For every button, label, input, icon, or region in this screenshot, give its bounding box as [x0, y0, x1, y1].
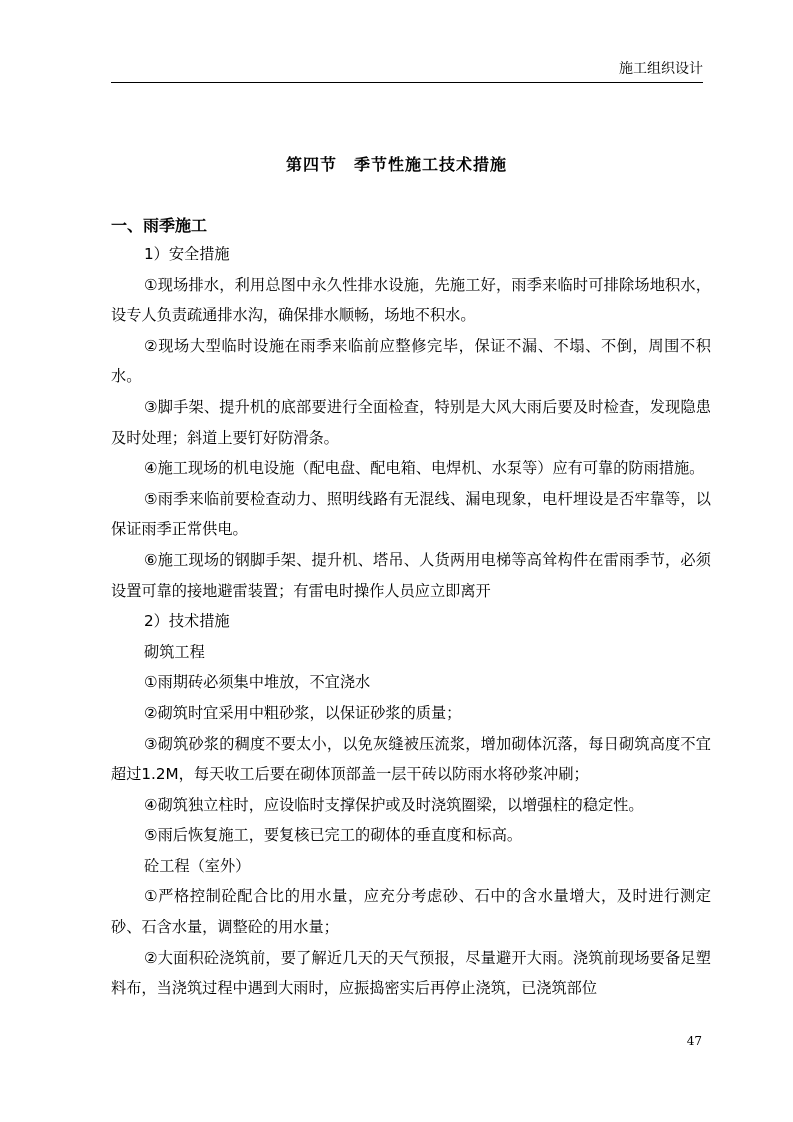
- masonry-item: ③砌筑砂浆的稠度不要太小，以免灰缝被压流浆，增加砌体沉落，每日砌筑高度不宜超过1.2M，每天收工后要在砌体顶部盖一层干砖以防雨水将砂浆冲刷；: [111, 734, 711, 784]
- document-body: [111, 212, 711, 1004]
- subheading-safety: 1）安全措施: [144, 245, 230, 263]
- subheading-technical: 2）技术措施: [144, 612, 230, 631]
- subheading-masonry: 砌筑工程: [144, 642, 205, 661]
- subheading-concrete: 砼工程（室外）: [144, 856, 251, 875]
- safety-item: ⑤雨季来临前要检查动力、照明线路有无混线、漏电现象，电杆埋设是否牢靠等，以保证雨季正常供电。: [111, 489, 711, 539]
- masonry-item: ②砌筑时宜采用中粗砂浆，以保证砂浆的质量；: [144, 703, 462, 722]
- masonry-item: ④砌筑独立柱时，应设临时支撑保护或及时浇筑圈梁，以增强柱的稳定性。: [144, 795, 644, 814]
- page-number: 47: [686, 1034, 702, 1048]
- header-divider: [111, 82, 703, 83]
- concrete-item: ②大面积砼浇筑前，要了解近几天的天气预报，尽量避开大雨。浇筑前现场要备足塑料布，当浇筑过程中遇到大雨时，应振捣密实后再停止浇筑，已浇筑部位: [111, 948, 711, 998]
- section-title: 第四节 季节性施工技术措施: [285, 155, 507, 174]
- concrete-item: ①严格控制砼配合比的用水量，应充分考虑砂、石中的含水量增大，及时进行测定砂、石含水量，调整砼的用水量；: [111, 887, 711, 937]
- masonry-item: ①雨期砖必须集中堆放，不宜浇水: [144, 673, 371, 692]
- safety-item: ⑥施工现场的钢脚手架、提升机、塔吊、人货两用电梯等高耸构件在雷雨季节，必须设置可靠的接地避雷装置；有雷电时操作人员应立即离开: [111, 550, 711, 600]
- safety-item: ③脚手架、提升机的底部要进行全面检查，特别是大风大雨后要及时检查，发现隐患及时处理；斜道上要钉好防滑条。: [111, 397, 711, 447]
- header-title: 施工组织设计: [619, 61, 703, 77]
- safety-item: ①现场排水，利用总图中永久性排水设施，先施工好，雨季来临时可排除场地积水，设专人负责疏通排水沟，确保排水顺畅，场地不积水。: [111, 275, 711, 325]
- heading-rainy-season: 一、雨季施工: [111, 216, 208, 235]
- safety-item: ②现场大型临时设施在雨季来临前应整修完毕，保证不漏、不塌、不倒，周围不积水。: [111, 336, 711, 386]
- safety-item: ④施工现场的机电设施（配电盘、配电箱、电焊机、水泵等）应有可靠的防雨措施。: [144, 459, 705, 478]
- masonry-item: ⑤雨后恢复施工，要复核已完工的砌体的垂直度和标高。: [144, 826, 523, 845]
